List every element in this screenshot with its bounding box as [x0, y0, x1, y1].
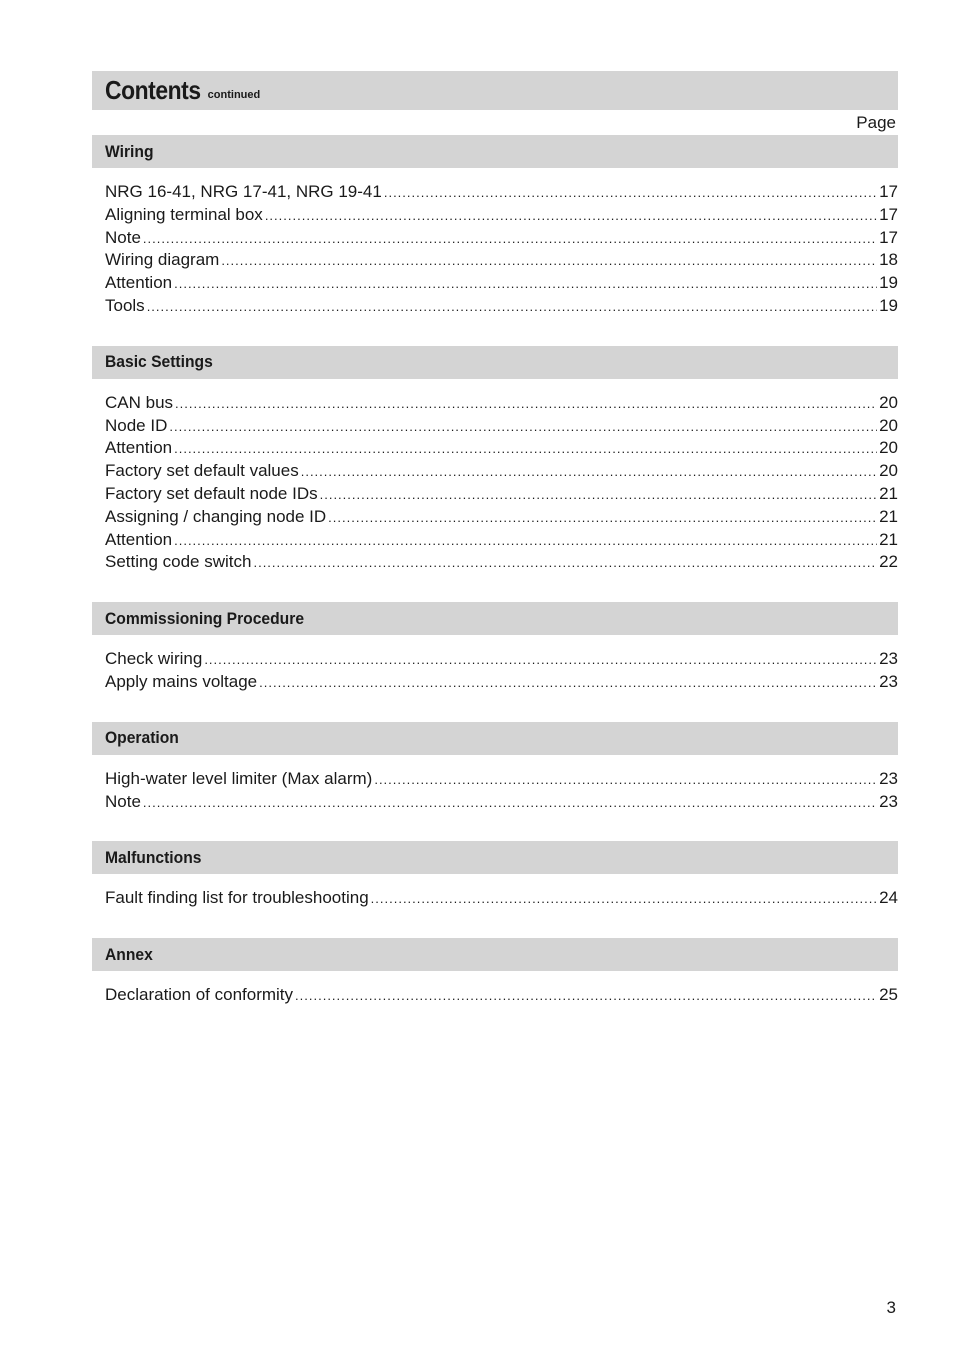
- toc-entry[interactable]: [92, 672, 898, 695]
- section-entries: [92, 635, 898, 695]
- section-header: [92, 602, 898, 635]
- toc-entry-label: Note: [105, 227, 141, 247]
- section-heading: Operation: [105, 728, 179, 748]
- toc-entry-leader-dots: [253, 555, 877, 570]
- toc-entry[interactable]: [92, 769, 898, 792]
- toc-entry-page: 20: [879, 392, 898, 412]
- toc-entry-page: 21: [879, 483, 898, 503]
- toc-entry-label: CAN bus: [105, 392, 174, 412]
- toc-entry[interactable]: [92, 296, 898, 319]
- page-title: Contents: [105, 75, 201, 105]
- toc-entry-page: 17: [879, 182, 898, 201]
- toc-entry-page: 18: [879, 250, 898, 270]
- toc-entry-label: Aligning terminal box: [105, 204, 263, 224]
- toc-entry-leader-dots: [320, 487, 877, 502]
- section-heading: Malfunctions: [105, 847, 202, 867]
- toc-entry-label: Factory set default values: [105, 461, 299, 481]
- toc-entry-leader-dots: [259, 675, 877, 690]
- toc-section-annex: [92, 938, 898, 1008]
- section-entries: [92, 379, 898, 575]
- footer-page-number: 3: [886, 1298, 896, 1317]
- section-header: [92, 346, 898, 379]
- toc-entry-page: 21: [879, 506, 898, 526]
- section-header: [92, 135, 898, 168]
- toc-sections: [92, 135, 898, 1008]
- toc-entry-leader-dots: [221, 253, 877, 268]
- toc-entry-page: 20: [879, 461, 898, 481]
- toc-entry-label: Note: [105, 791, 141, 811]
- toc-entry-leader-dots: [143, 795, 877, 810]
- toc-entry[interactable]: [92, 552, 898, 575]
- toc-entry[interactable]: [92, 182, 898, 205]
- toc-entry-label: Factory set default node IDs: [105, 483, 318, 503]
- toc-entry-label: High-water level limiter (Max alarm): [105, 768, 373, 788]
- toc-entry-page: 20: [879, 415, 898, 435]
- contents-page: [92, 71, 898, 1035]
- toc-entry[interactable]: [92, 438, 898, 461]
- toc-entry-label: Apply mains voltage: [105, 671, 258, 691]
- toc-entry-leader-dots: [175, 396, 877, 411]
- toc-entry-page: 19: [879, 273, 898, 293]
- section-header: [92, 722, 898, 755]
- toc-entry-label: Attention: [105, 273, 173, 293]
- toc-entry-leader-dots: [169, 419, 877, 434]
- toc-entry-page: 23: [879, 768, 898, 788]
- toc-entry-label: Assigning / changing node ID: [105, 506, 327, 526]
- section-heading: Wiring: [105, 141, 154, 161]
- toc-section-malfunctions: [92, 841, 898, 911]
- toc-entry-leader-dots: [204, 652, 877, 667]
- toc-entry[interactable]: [92, 250, 898, 273]
- toc-entry-label: Declaration of conformity: [105, 985, 294, 1005]
- toc-entry-leader-dots: [143, 231, 877, 246]
- toc-entry[interactable]: [92, 792, 898, 815]
- toc-section-wiring: [92, 135, 898, 319]
- toc-entry-leader-dots: [265, 208, 877, 223]
- toc-section-operation: [92, 722, 898, 815]
- toc-entry-leader-dots: [374, 772, 877, 787]
- section-heading: Basic Settings: [105, 352, 213, 372]
- page-title-suffix: continued: [207, 88, 261, 101]
- toc-entry-label: Node ID: [105, 415, 168, 435]
- contents-title-bar: [92, 71, 898, 110]
- toc-entry-label: Fault finding list for troubleshooting: [105, 888, 369, 908]
- toc-entry-leader-dots: [301, 464, 877, 479]
- toc-entry-label: Attention: [105, 529, 173, 549]
- toc-entry[interactable]: [92, 985, 898, 1008]
- toc-entry-leader-dots: [295, 988, 877, 1003]
- toc-entry-leader-dots: [147, 299, 877, 314]
- toc-entry-leader-dots: [174, 441, 877, 456]
- toc-entry-label: Setting code switch: [105, 552, 252, 572]
- toc-entry[interactable]: [92, 205, 898, 228]
- toc-entry-page: 23: [879, 671, 898, 691]
- toc-entry-label: Wiring diagram: [105, 250, 220, 270]
- toc-entry[interactable]: [92, 273, 898, 296]
- toc-entry[interactable]: [92, 228, 898, 251]
- toc-entry-label: Attention: [105, 438, 173, 458]
- toc-entry-leader-dots: [174, 276, 877, 291]
- toc-entry[interactable]: [92, 649, 898, 672]
- toc-section-commissioning-procedure: [92, 602, 898, 695]
- section-entries: [92, 971, 898, 1008]
- toc-entry-page: 24: [879, 888, 898, 908]
- toc-entry-page: 17: [879, 227, 898, 247]
- toc-entry-page: 19: [879, 295, 898, 315]
- toc-entry[interactable]: [92, 507, 898, 530]
- toc-entry-leader-dots: [384, 185, 877, 200]
- toc-entry-page: 20: [879, 438, 898, 458]
- toc-entry[interactable]: [92, 393, 898, 416]
- section-entries: [92, 874, 898, 911]
- toc-entry-page: 21: [879, 529, 898, 549]
- toc-entry[interactable]: [92, 888, 898, 911]
- toc-entry[interactable]: [92, 416, 898, 439]
- toc-entry-page: 23: [879, 649, 898, 669]
- toc-entry-leader-dots: [174, 533, 877, 548]
- section-heading: Commissioning Procedure: [105, 608, 305, 628]
- toc-entry-leader-dots: [371, 891, 877, 906]
- toc-section-basic-settings: [92, 346, 898, 575]
- section-heading: Annex: [105, 944, 153, 964]
- toc-entry-leader-dots: [328, 510, 877, 525]
- section-entries: [92, 755, 898, 815]
- toc-entry[interactable]: [92, 530, 898, 553]
- toc-entry-page: 25: [879, 985, 898, 1005]
- toc-entry-page: 23: [879, 791, 898, 811]
- toc-entry-page: 22: [879, 552, 898, 572]
- section-header: [92, 938, 898, 971]
- toc-entry-label: Tools: [105, 295, 145, 315]
- page-column-label: Page: [856, 113, 896, 132]
- section-header: [92, 841, 898, 874]
- toc-entry[interactable]: [92, 484, 898, 507]
- toc-entry[interactable]: [92, 461, 898, 484]
- toc-entry-label: Check wiring: [105, 649, 203, 669]
- section-entries: [92, 168, 898, 319]
- toc-entry-page: 17: [879, 204, 898, 224]
- toc-entry-label: NRG 16-41, NRG 17-41, NRG 19-41: [105, 182, 382, 201]
